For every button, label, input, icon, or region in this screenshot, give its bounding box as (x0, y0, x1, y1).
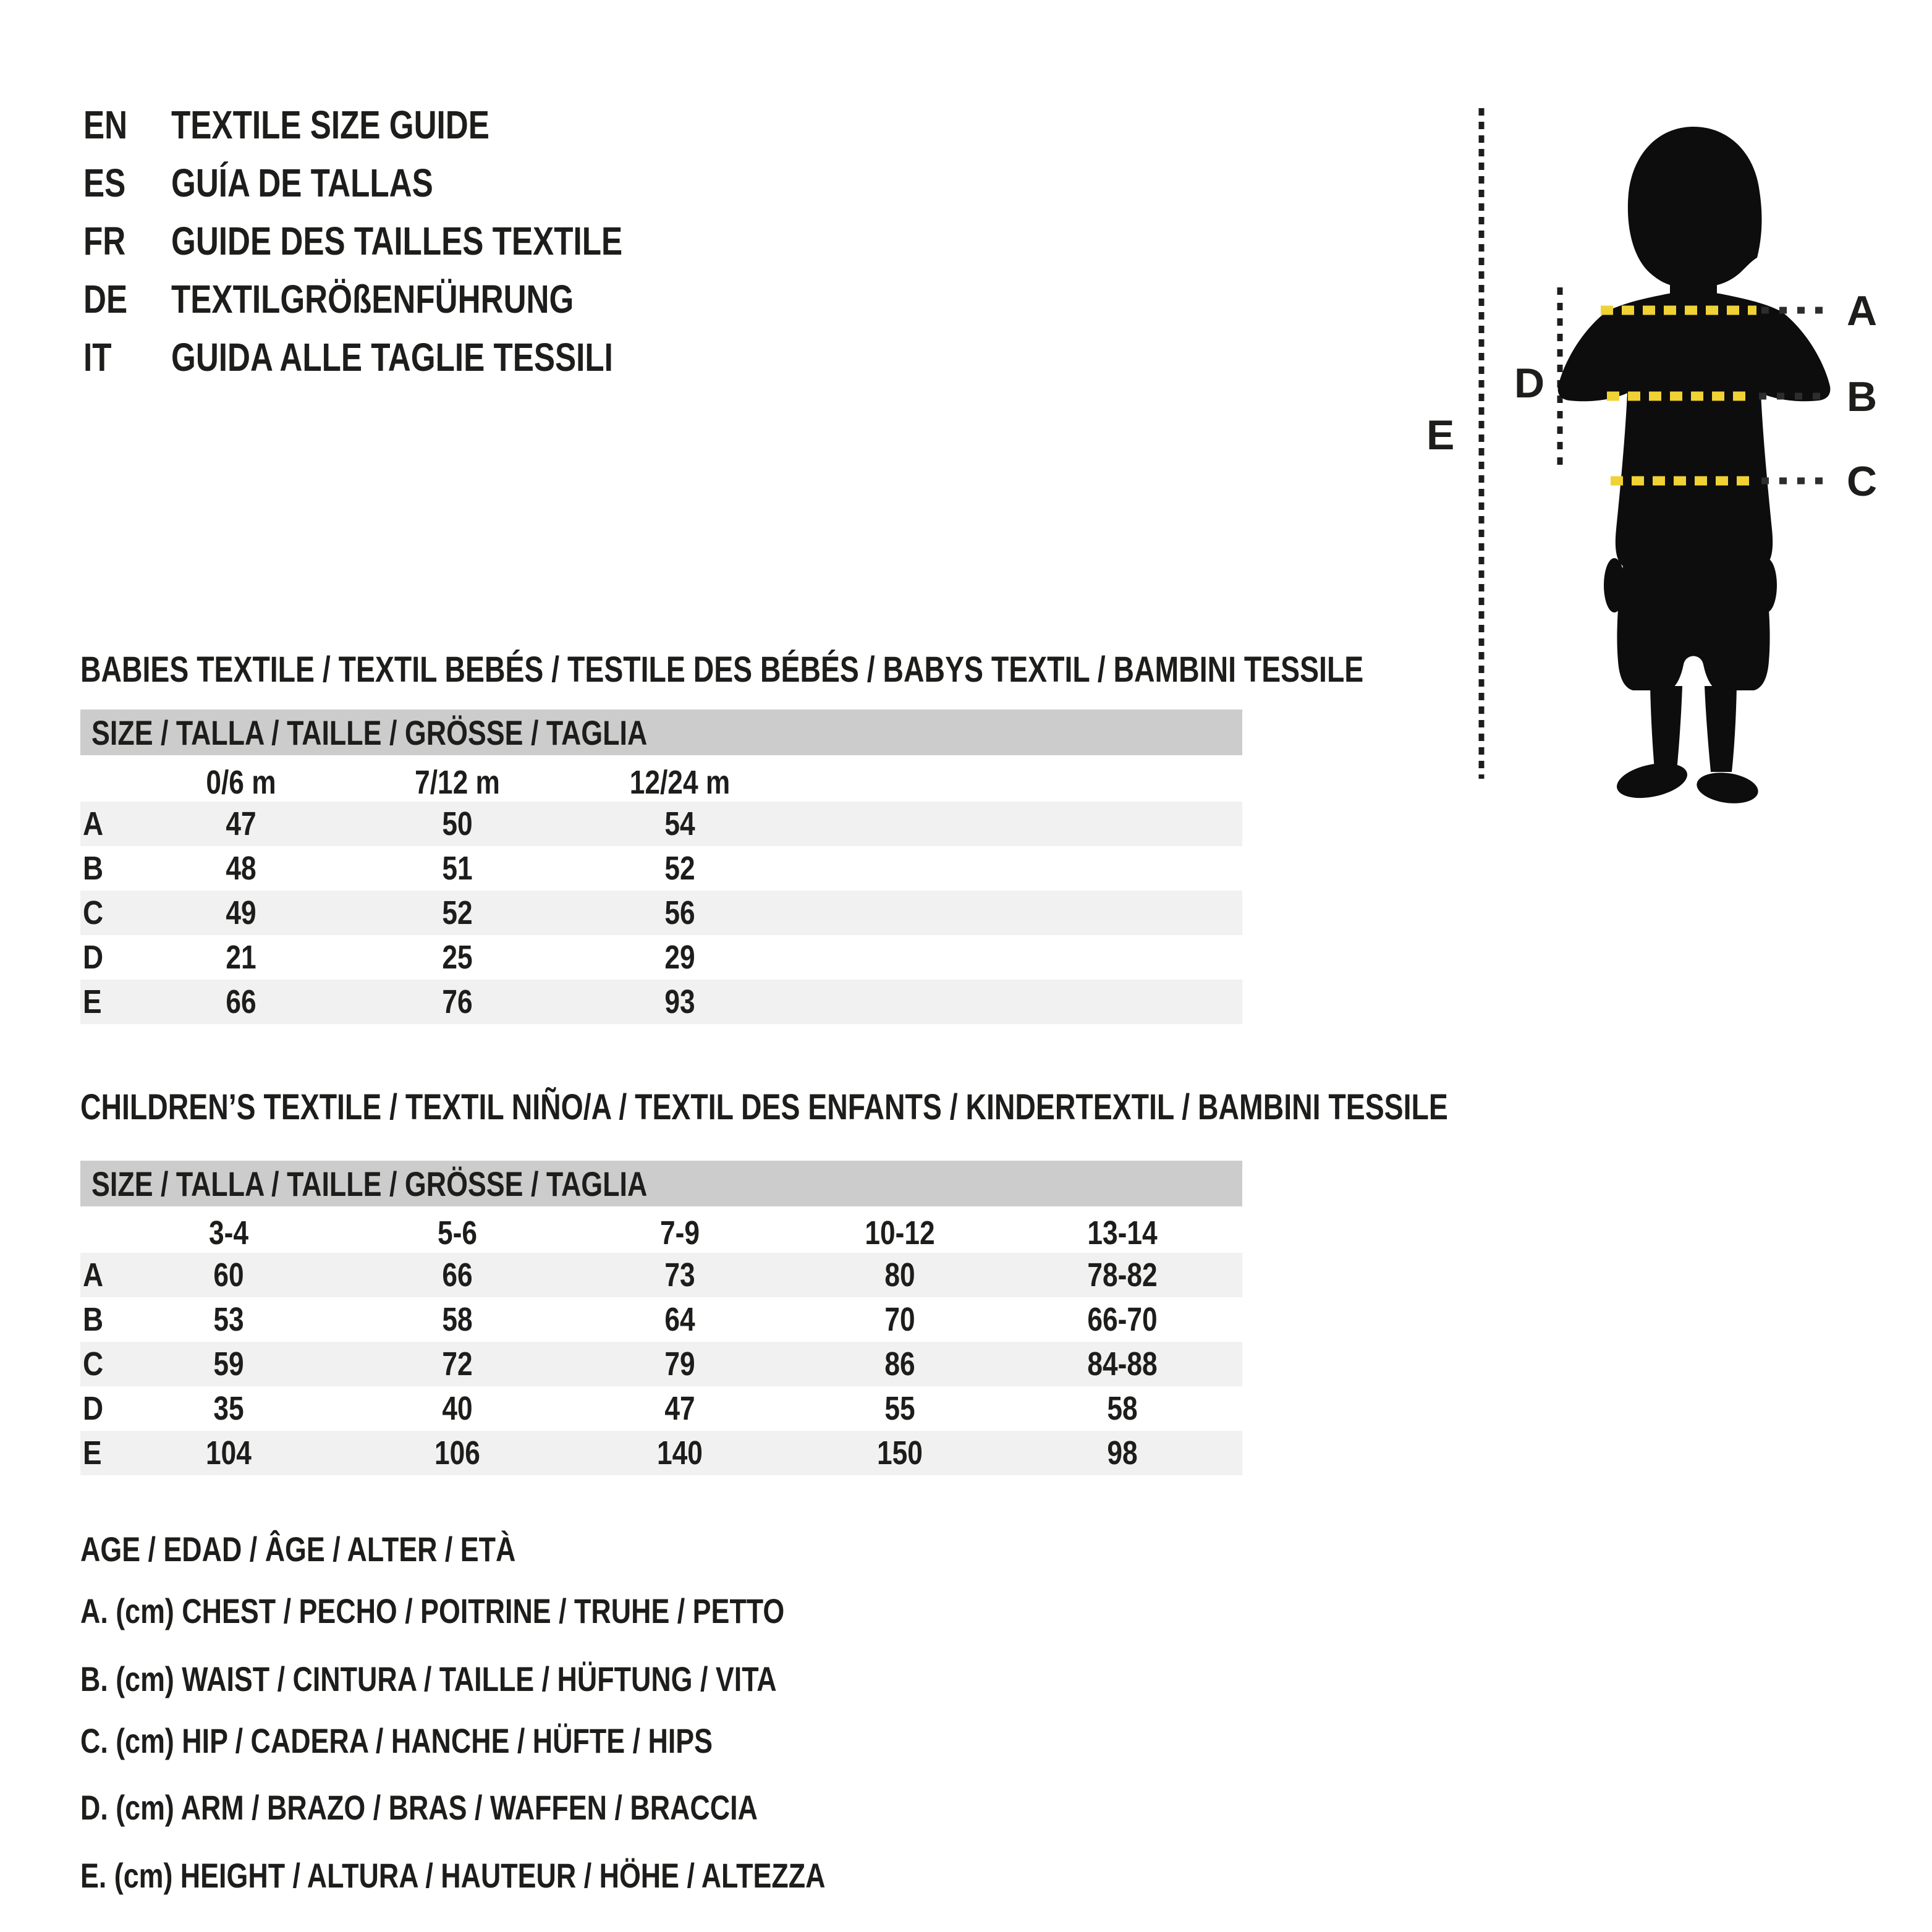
table-cell: 52 (664, 850, 695, 887)
column-header: 0/6 m (206, 764, 276, 801)
legend-line-age: AGE / EDAD / ÂGE / ALTER / ETÀ (80, 1529, 516, 1569)
column-header: 3-4 (209, 1214, 248, 1252)
table-cell: 93 (664, 983, 695, 1020)
row-label: B (83, 1301, 104, 1338)
table-cell: 40 (442, 1390, 473, 1427)
header-title-de: TEXTILGRÖßENFÜHRUNG (171, 277, 574, 321)
children-section-title: CHILDREN’S TEXTILE / TEXTIL NIÑO/A / TEXTIL DES ENFANTS / KINDERTEXTIL / BAMBINI TESSILE (80, 1087, 1448, 1127)
row-label: B (83, 850, 104, 887)
babies-section-title: BABIES TEXTILE / TEXTIL BEBÉS / TESTILE DES BÉBÉS / BABYS TEXTIL / BAMBINI TESSILE (80, 650, 1364, 690)
header-title-es: GUÍA DE TALLAS (171, 161, 433, 205)
table-cell: 47 (664, 1390, 695, 1427)
language-code: ES (83, 161, 126, 205)
header-title-fr: GUIDE DES TAILLES TEXTILE (171, 219, 623, 263)
table-cell: 50 (442, 805, 473, 842)
marker-label-a: A (1847, 287, 1878, 334)
marker-label-d: D (1514, 360, 1545, 407)
table-cell: 106 (434, 1434, 480, 1472)
table-cell: 49 (226, 894, 256, 931)
babies-column-header-row (80, 760, 1242, 805)
measurement-figure (1415, 59, 1928, 837)
table-cell: 66-70 (1087, 1301, 1158, 1338)
table-cell: 98 (1107, 1434, 1138, 1472)
table-cell: 47 (226, 805, 256, 842)
column-header: 7-9 (660, 1214, 700, 1252)
table-cell: 55 (884, 1390, 915, 1427)
row-label: E (83, 983, 102, 1020)
table-cell: 70 (884, 1301, 915, 1338)
table-cell: 35 (213, 1390, 244, 1427)
table-cell: 150 (877, 1434, 923, 1472)
table-cell: 21 (226, 939, 256, 976)
children-column-header-row (80, 1211, 1242, 1255)
column-header: 10-12 (865, 1214, 935, 1252)
table-cell: 56 (664, 894, 695, 931)
language-code: DE (83, 277, 128, 321)
table-cell: 104 (206, 1434, 252, 1472)
table-row (80, 980, 1242, 1024)
child-silhouette (1558, 127, 1831, 807)
row-label: C (83, 894, 104, 931)
marker-label-b: B (1847, 373, 1878, 420)
row-label: D (83, 1390, 104, 1427)
table-row (80, 935, 1242, 980)
silhouette-right-shoe (1695, 769, 1760, 807)
table-row (80, 802, 1242, 846)
column-header: 12/24 m (629, 764, 731, 801)
silhouette-shirt (1558, 292, 1831, 569)
table-cell: 84-88 (1087, 1345, 1158, 1383)
table-cell: 76 (442, 983, 473, 1020)
table-row (80, 1342, 1242, 1386)
table-cell: 58 (1107, 1390, 1138, 1427)
table-row (80, 891, 1242, 935)
column-header: 7/12 m (415, 764, 500, 801)
language-code: EN (83, 103, 128, 147)
table-cell: 59 (213, 1345, 244, 1383)
header-row-de (83, 270, 674, 328)
legend-line-height: E. (cm) HEIGHT / ALTURA / HAUTEUR / HÖHE / ALTEZZA (80, 1855, 826, 1895)
table-cell: 66 (442, 1256, 473, 1294)
header-row-it (83, 328, 724, 386)
table-cell: 48 (226, 850, 256, 887)
row-label: A (83, 1256, 104, 1294)
table-cell: 29 (664, 939, 695, 976)
silhouette-left-shoe (1614, 758, 1690, 804)
table-cell: 66 (226, 983, 256, 1020)
marker-label-e: E (1426, 412, 1455, 459)
table-cell: 86 (884, 1345, 915, 1383)
table-cell: 52 (442, 894, 473, 931)
column-header: 13-14 (1087, 1214, 1158, 1252)
row-label: A (83, 805, 104, 842)
header-row-es (83, 154, 499, 212)
header-row-fr (83, 212, 735, 270)
table-cell: 78-82 (1087, 1256, 1158, 1294)
marker-label-c: C (1847, 458, 1878, 505)
table-row (80, 846, 1242, 891)
legend-line-chest: A. (cm) CHEST / PECHO / POITRINE / TRUHE / PETTO (80, 1591, 785, 1630)
table-cell: 51 (442, 850, 473, 887)
table-cell: 72 (442, 1345, 473, 1383)
row-label: D (83, 939, 104, 976)
children-size-header-band: SIZE / TALLA / TAILLE / GRÖSSE / TAGLIA (80, 1161, 1242, 1206)
header-title-it: GUIDA ALLE TAGLIE TESSILI (171, 335, 613, 379)
table-row (80, 1431, 1242, 1475)
row-label: C (83, 1345, 104, 1383)
row-label: E (83, 1434, 102, 1472)
header-title-en: TEXTILE SIZE GUIDE (171, 103, 489, 147)
table-cell: 54 (664, 805, 695, 842)
babies-size-header-band: SIZE / TALLA / TAILLE / GRÖSSE / TAGLIA (80, 710, 1242, 755)
legend-line-hip: C. (cm) HIP / CADERA / HANCHE / HÜFTE / HIPS (80, 1721, 713, 1760)
table-row (80, 1386, 1242, 1431)
table-cell: 80 (884, 1256, 915, 1294)
header-row-en (83, 96, 569, 154)
table-cell: 79 (664, 1345, 695, 1383)
legend-line-waist: B. (cm) WAIST / CINTURA / TAILLE / HÜFTUNG / VITA (80, 1659, 777, 1698)
table-cell: 53 (213, 1301, 244, 1338)
language-code: IT (83, 335, 112, 379)
legend-line-arm: D. (cm) ARM / BRAZO / BRAS / WAFFEN / BRACCIA (80, 1787, 758, 1827)
table-cell: 58 (442, 1301, 473, 1338)
language-code: FR (83, 219, 126, 263)
table-row (80, 1297, 1242, 1342)
table-row (80, 1253, 1242, 1297)
column-header: 5-6 (438, 1214, 477, 1252)
silhouette-head (1628, 127, 1762, 286)
table-cell: 73 (664, 1256, 695, 1294)
table-cell: 140 (657, 1434, 703, 1472)
table-cell: 25 (442, 939, 473, 976)
table-cell: 64 (664, 1301, 695, 1338)
table-cell: 60 (213, 1256, 244, 1294)
silhouette-right-leg (1705, 686, 1737, 772)
